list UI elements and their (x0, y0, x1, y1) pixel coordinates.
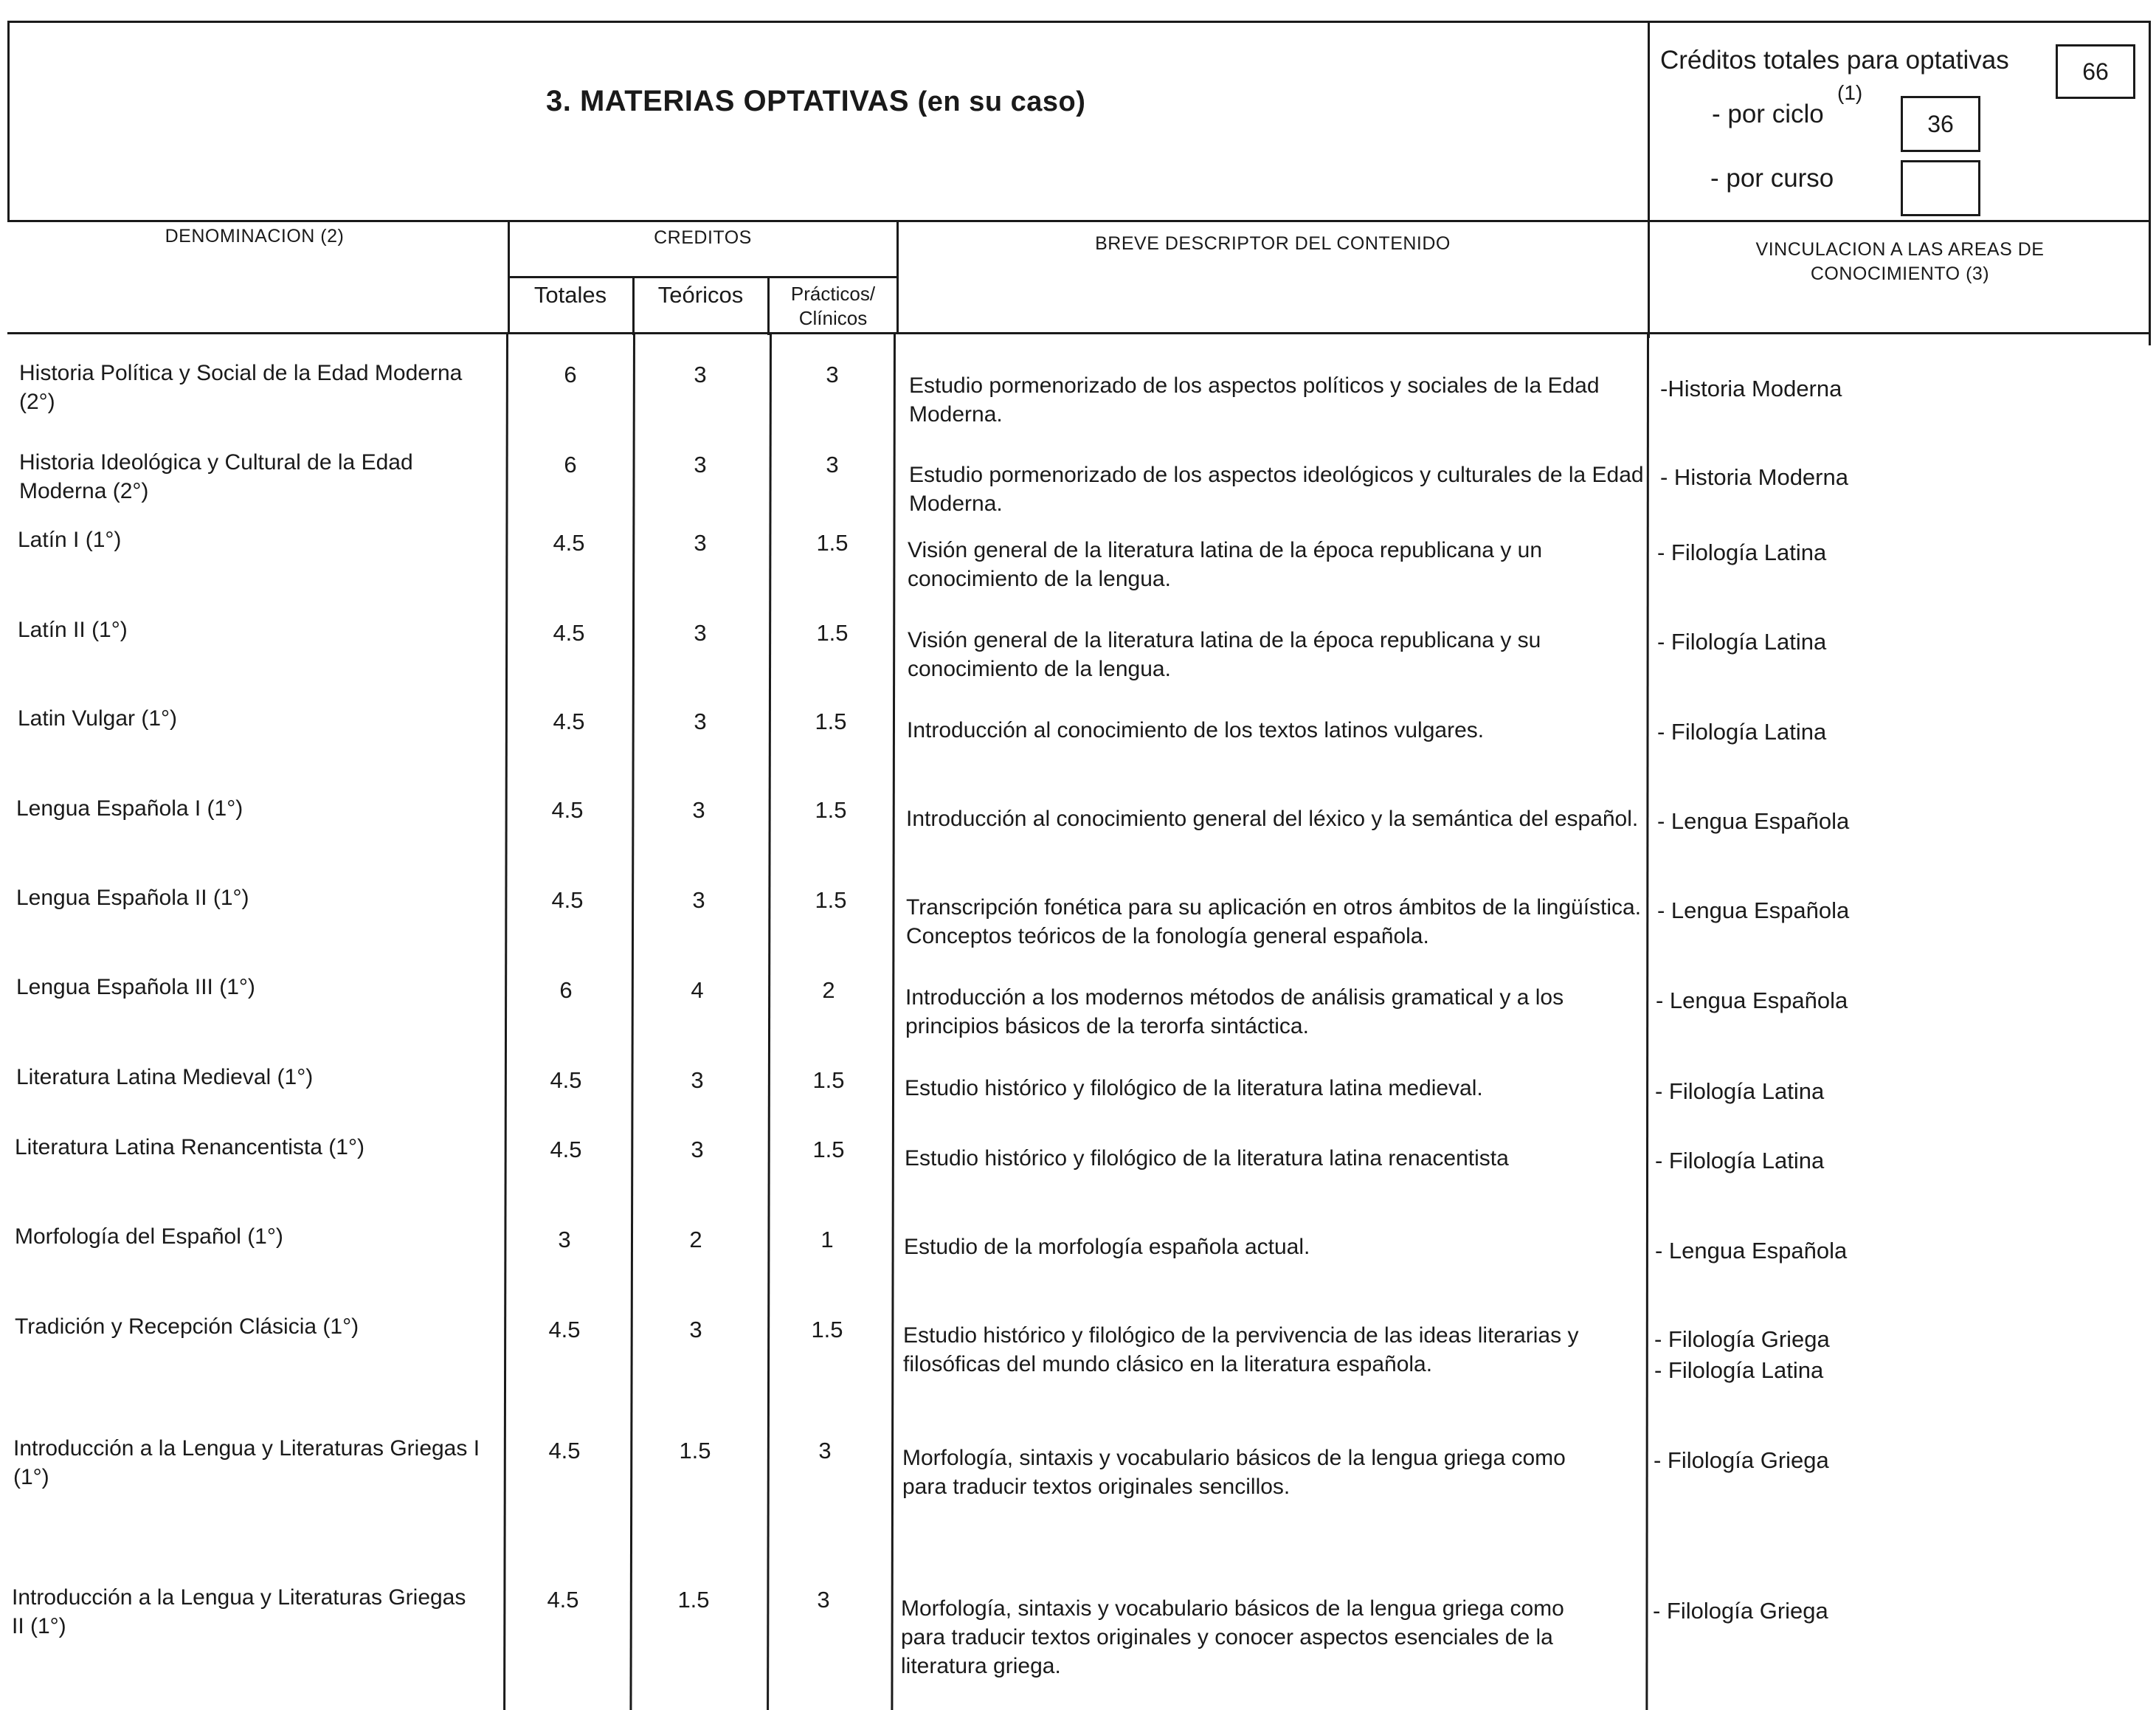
row-descriptor: Estudio de la morfología española actual. (904, 1235, 1310, 1259)
title-main: 3. MATERIAS OPTATIVAS (546, 85, 910, 117)
creditos-header: CREDITOS (654, 227, 752, 248)
row-denominacion: Latín I (1°) (18, 528, 122, 552)
row-teoricos: 3 (692, 797, 705, 823)
row-area: - Historia Moderna (1660, 464, 1848, 490)
row-teoricos: 3 (694, 530, 707, 556)
row-teoricos: 3 (691, 1137, 704, 1162)
row-denominacion: Lengua Española I (1°) (16, 796, 243, 821)
row-totales: 3 (558, 1227, 571, 1252)
per-cycle-note: (1) (1837, 81, 1863, 104)
row-practicos: 1.5 (816, 620, 849, 646)
row-teoricos: 3 (694, 452, 707, 478)
teoricos-column-line (629, 332, 635, 1710)
table-left-border (7, 21, 10, 220)
total-credits-box: 66 (2056, 44, 2135, 99)
row-descriptor: Estudio histórico y filológico de la pervivencia de las ideas literarias y filosóficas del mundo clásico en la literatura española. (903, 1323, 1579, 1376)
row-totales: 4.5 (548, 1317, 581, 1342)
column-header-bottom-border (7, 332, 2151, 334)
descriptor-header: BREVE DESCRIPTOR DEL CONTENIDO (1095, 233, 1451, 254)
credits-subheader-line (508, 276, 899, 278)
row-teoricos: 3 (694, 362, 707, 387)
row-totales: 4.5 (551, 797, 584, 823)
row-denominacion: Literatura Latina Renancentista (1°) (15, 1135, 364, 1159)
practicos-header-line2: Clínicos (798, 306, 868, 329)
row-practicos: 1.5 (815, 887, 847, 913)
row-area-line2: - Filología Latina (1654, 1356, 1824, 1383)
per-cycle-box: 36 (1901, 96, 1980, 152)
row-denominacion: Tradición y Recepción Clásicia (1°) (15, 1314, 359, 1339)
row-area (1654, 1324, 2097, 1386)
vinculacion-left-line-top (1648, 220, 1650, 338)
row-practicos: 2 (822, 977, 835, 1003)
row-area: - Filología Latina (1657, 719, 1827, 745)
row-teoricos: 3 (689, 1317, 702, 1342)
row-area: - Lengua Española (1657, 897, 1850, 923)
row-practicos: 1.5 (815, 797, 847, 823)
row-practicos: 1 (820, 1227, 834, 1252)
row-area: - Filología Latina (1655, 1148, 1825, 1173)
row-teoricos: 2 (689, 1227, 702, 1252)
total-credits-label: Créditos totales para optativas (1660, 46, 2009, 75)
row-area: - Lengua Española (1655, 1238, 1848, 1263)
row-descriptor: Estudio pormenorizado de los aspectos ideológicos y culturales de la Edad Moderna. (909, 463, 1644, 516)
row-area: -Historia Moderna (1660, 376, 1842, 401)
row-denominacion: Historia Política y Social de la Edad Moderna (2°) (19, 361, 463, 414)
practicos-left-line-top (767, 276, 770, 335)
row-totales: 4.5 (550, 1067, 582, 1093)
table-top-border (7, 21, 2151, 23)
row-denominacion: Lengua Española III (1°) (16, 975, 255, 999)
row-descriptor: Introducción al conocimiento general del léxico y la semántica del español. (906, 807, 1639, 831)
denominacion-header: DENOMINACION (2) (165, 226, 345, 246)
row-totales: 4.5 (547, 1587, 579, 1613)
row-descriptor: Estudio histórico y filológico de la literatura latina medieval. (905, 1076, 1483, 1100)
row-teoricos: 1.5 (677, 1587, 710, 1613)
row-practicos: 1.5 (816, 530, 849, 556)
vinculacion-header (1653, 238, 2147, 286)
vinculacion-header-line1: VINCULACION A LAS AREAS DE (1755, 239, 2045, 260)
row-denominacion: Latín II (1°) (18, 618, 128, 642)
row-practicos: 1.5 (815, 709, 847, 734)
row-totales: 4.5 (548, 1438, 581, 1464)
row-totales: 4.5 (551, 887, 584, 913)
row-denominacion: Lengua Española II (1°) (16, 886, 249, 910)
header-bottom-border (7, 220, 2151, 222)
practicos-header (770, 282, 896, 330)
row-descriptor: Estudio pormenorizado de los aspectos políticos y sociales de la Edad Moderna. (909, 373, 1600, 427)
row-practicos: 1.5 (812, 1137, 845, 1162)
row-totales: 4.5 (553, 620, 585, 646)
row-denominacion: Latin Vulgar (1°) (18, 706, 177, 731)
row-teoricos: 3 (694, 709, 707, 734)
row-teoricos: 3 (692, 887, 705, 913)
row-descriptor: Introducción al conocimiento de los textos latinos vulgares. (907, 718, 1485, 742)
row-practicos: 3 (826, 452, 839, 478)
row-descriptor: Visión general de la literatura latina de la época republicana y un conocimiento de la lengua. (908, 538, 1543, 591)
row-totales: 6 (564, 362, 577, 387)
row-descriptor: Transcripción fonética para su aplicación en otros ámbitos de la lingüística. Conceptos teóricos de la fonología general española. (906, 895, 1642, 948)
row-area: - Filología Griega (1653, 1598, 1828, 1624)
row-area: - Filología Latina (1657, 539, 1827, 565)
row-practicos: 3 (817, 1587, 830, 1613)
row-totales: 6 (564, 452, 577, 478)
row-descriptor: Visión general de la literatura latina de la época republicana y su conocimiento de la lengua. (908, 628, 1541, 681)
row-area: - Lengua Española (1657, 808, 1850, 834)
row-denominacion: Historia Ideológica y Cultural de la Edad Moderna (2°) (19, 450, 413, 503)
teoricos-left-line-top (632, 276, 635, 335)
vinculacion-header-line2: CONOCIMIENTO (3) (1810, 263, 1990, 284)
row-denominacion: Morfología del Español (1°) (15, 1224, 283, 1249)
per-cycle-label: - por ciclo (1712, 100, 1824, 128)
row-practicos: 1.5 (812, 1067, 845, 1093)
row-area: - Filología Latina (1655, 1078, 1825, 1104)
row-teoricos: 3 (691, 1067, 704, 1093)
row-practicos: 3 (818, 1438, 832, 1464)
totales-column-line (503, 332, 508, 1710)
table-right-border (2149, 21, 2151, 345)
row-area-line1: - Filología Griega (1654, 1326, 1830, 1352)
row-totales: 4.5 (553, 530, 585, 556)
row-descriptor: Morfología, sintaxis y vocabulario básicos de la lengua griega como para traducir textos originales sencillos. (902, 1446, 1566, 1499)
row-denominacion: Introducción a la Lengua y Literaturas Griegas II (1°) (12, 1585, 466, 1638)
row-denominacion: Introducción a la Lengua y Literaturas Griegas I (1°) (13, 1436, 480, 1489)
row-denominacion: Literatura Latina Medieval (1°) (16, 1065, 314, 1089)
row-totales: 6 (559, 977, 573, 1003)
row-teoricos: 1.5 (679, 1438, 711, 1464)
totales-header: Totales (533, 282, 607, 308)
row-totales: 4.5 (550, 1137, 582, 1162)
title-suffix: (en su caso) (917, 86, 1086, 117)
practicos-header-line1: Prácticos/ (790, 283, 876, 305)
row-teoricos: 3 (694, 620, 707, 646)
row-teoricos: 4 (691, 977, 704, 1003)
descriptor-column-line (891, 332, 896, 1710)
per-course-label: - por curso (1710, 164, 1834, 193)
header-divider (1648, 21, 1650, 220)
practicos-column-line (767, 332, 772, 1710)
teoricos-header: Teóricos (657, 282, 744, 308)
row-descriptor: Morfología, sintaxis y vocabulario básicos de la lengua griega como para traducir textos originales y conocer aspectos esenciales de la literatura griega. (901, 1596, 1564, 1678)
per-course-box (1901, 160, 1980, 216)
row-totales: 4.5 (553, 709, 585, 734)
row-area: - Filología Griega (1654, 1447, 1829, 1473)
row-area: - Lengua Española (1656, 987, 1848, 1013)
page-title (546, 85, 1085, 118)
row-descriptor: Estudio histórico y filológico de la literatura latina renacentista (905, 1146, 1509, 1171)
row-area: - Filología Latina (1657, 629, 1827, 655)
row-descriptor: Introducción a los modernos métodos de análisis gramatical y a los principios básicos de la terorfa sintáctica. (905, 985, 1564, 1038)
row-practicos: 1.5 (811, 1317, 843, 1342)
row-practicos: 3 (826, 362, 839, 387)
